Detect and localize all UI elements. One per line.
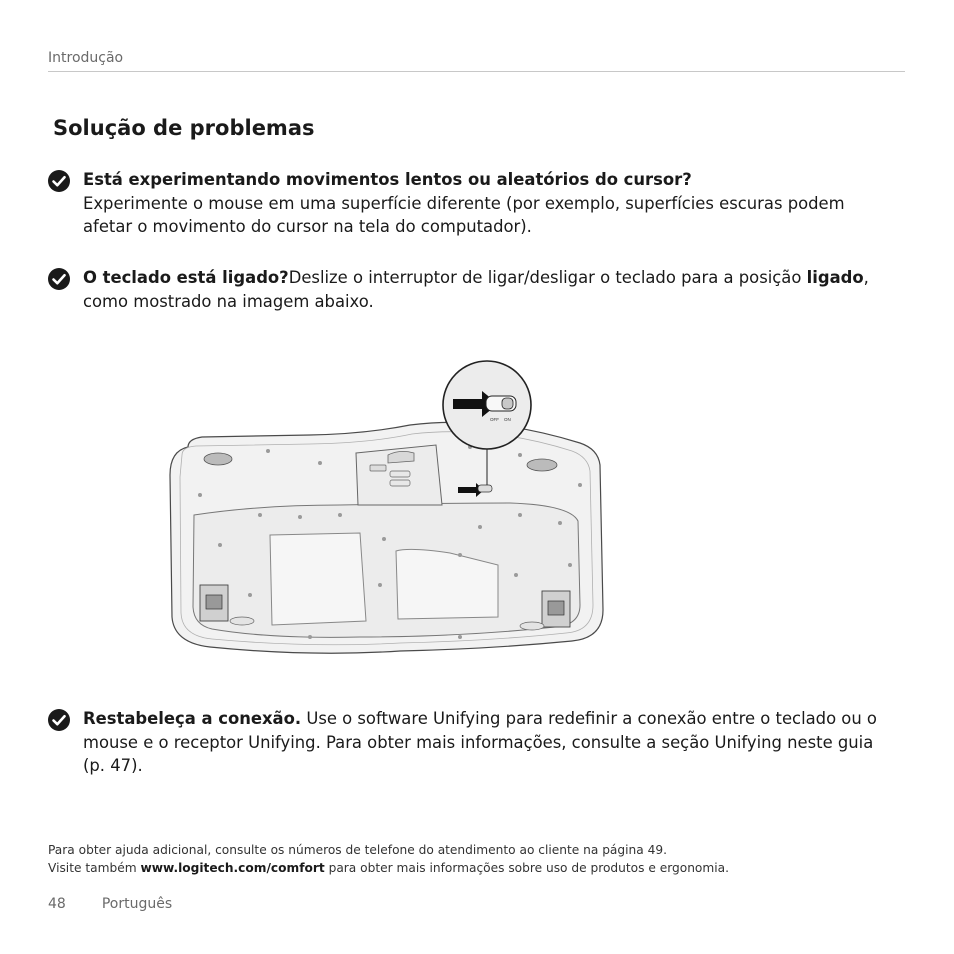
item-text <box>83 266 888 313</box>
item-text <box>83 168 888 239</box>
footer-note <box>48 841 908 877</box>
page-number: 48 <box>48 896 66 912</box>
item-emphasis: ligado <box>806 268 864 287</box>
foot-right <box>542 591 570 627</box>
item-lead: O teclado está ligado? <box>83 268 289 287</box>
keyboard-underside-illustration <box>160 355 610 665</box>
running-head: Introdução <box>48 50 124 66</box>
item-body-end: , como mostrado na imagem abaixo. <box>83 268 869 311</box>
switch-on-label: ON <box>504 417 511 422</box>
checkmark-icon <box>48 268 70 290</box>
website-link[interactable]: www.logitech.com/comfort <box>140 861 325 875</box>
checkmark-icon <box>48 170 70 192</box>
item-body: Experimente o mouse em uma superfície diferente (por exemplo, superfícies escuras podem afetar o movimento do cursor na tela do computador). <box>83 193 845 236</box>
footer-note-line1: Para obter ajuda adicional, consulte os números de telefone do atendimento ao cliente na página 49. <box>48 843 667 857</box>
power-switch <box>486 396 516 411</box>
item-body: Use o software Unifying para redefinir a conexão entre o teclado ou o mouse e o receptor Unifying. Para obter mais informações, consulte a seção Unifying neste guia (p. 47). <box>83 709 877 775</box>
foot-left <box>200 585 228 621</box>
troubleshoot-item-power <box>48 266 888 313</box>
item-lead: Está experimentando movimentos lentos ou aleatórios do cursor? <box>83 170 692 189</box>
item-lead: Restabeleça a conexão. <box>83 709 302 728</box>
footer-note-line2: Visite também <box>48 861 141 875</box>
footer-language: Português <box>101 896 173 912</box>
item-body: Deslize o interruptor de ligar/desligar o teclado para a posição <box>288 268 807 287</box>
footer-note-line2-end: para obter mais informações sobre uso de produtos e ergonomia. <box>324 861 729 875</box>
checkmark-icon <box>48 709 70 731</box>
page-footer <box>48 896 172 912</box>
page-title: Solução de problemas <box>53 116 315 140</box>
header-rule <box>48 71 905 72</box>
troubleshoot-item-reconnect <box>48 707 888 778</box>
item-text <box>83 707 888 778</box>
troubleshoot-item-cursor <box>48 168 888 239</box>
switch-off-label: OFF <box>490 417 499 422</box>
